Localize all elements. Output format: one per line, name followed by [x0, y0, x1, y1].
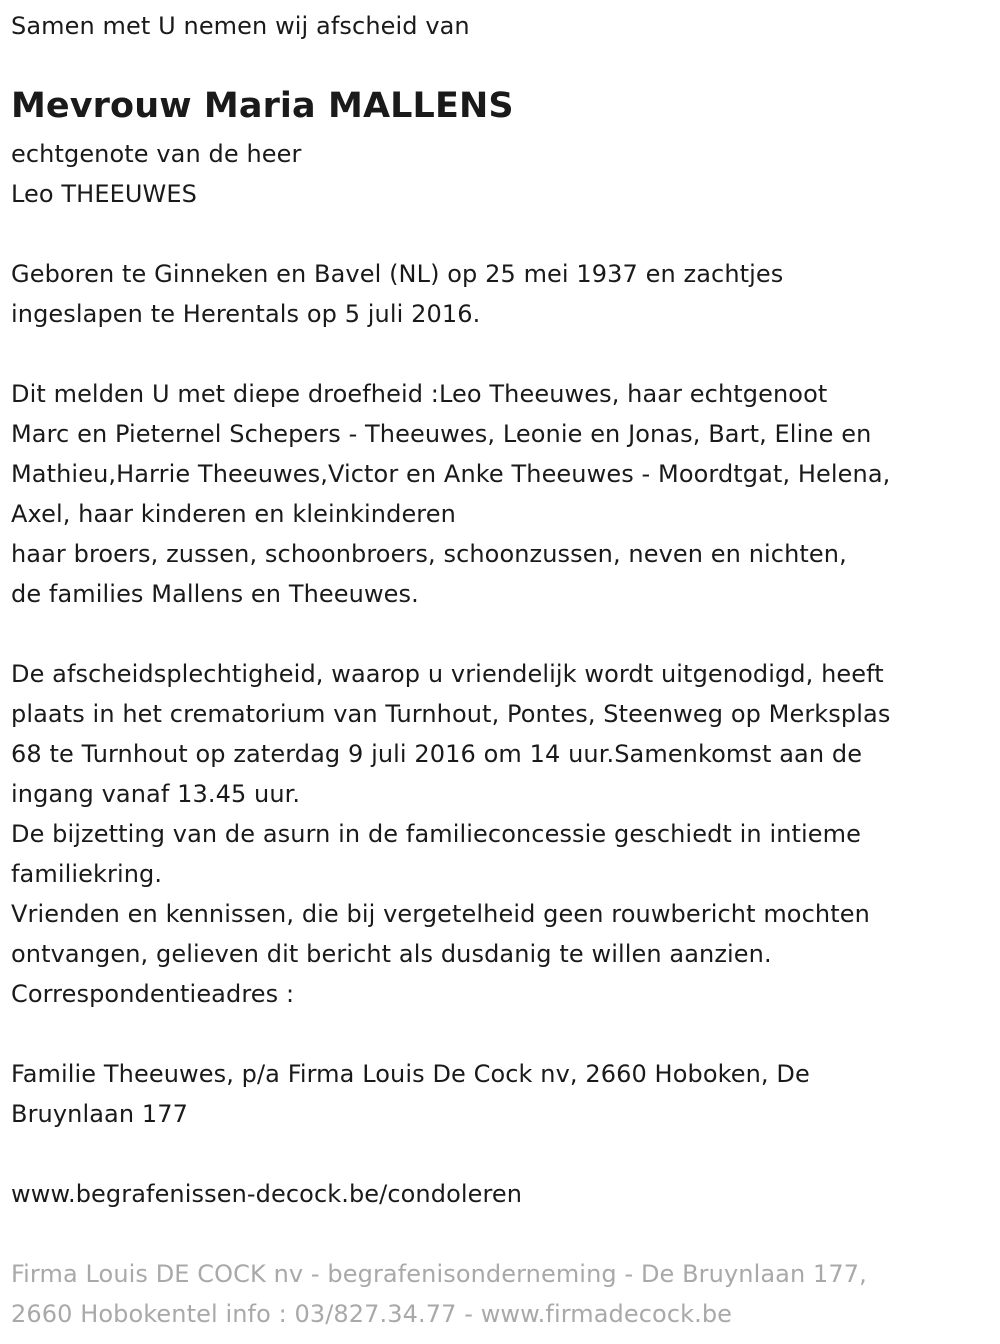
address-line: Familie Theeuwes, p/a Firma Louis De Cock nv, 2660 Hoboken, De: [11, 1060, 810, 1088]
ceremony-line: ingang vanaf 13.45 uur.: [11, 780, 301, 808]
ceremony-line: familiekring.: [11, 860, 163, 888]
ceremony-line: plaats in het crematorium van Turnhout, Pontes, Steenweg op Merksplas: [11, 700, 891, 728]
footer-line: 2660 Hobokentel info : 03/827.34.77 - www.firmadecock.be: [11, 1300, 733, 1328]
announcement-line: Axel, haar kinderen en kleinkinderen: [11, 500, 456, 528]
ceremony-line: De bijzetting van de asurn in de familieconcessie geschiedt in intieme: [11, 820, 862, 848]
ceremony-line: 68 te Turnhout op zaterdag 9 juli 2016 om 14 uur.Samenkomst aan de: [11, 740, 863, 768]
spouse-name: Leo THEEUWES: [11, 180, 197, 208]
intro-text: Samen met U nemen wij afscheid van: [11, 12, 470, 40]
announcement-line: Marc en Pieternel Schepers - Theeuwes, Leonie en Jonas, Bart, Eline en: [11, 420, 872, 448]
announcement-line: Dit melden U met diepe droefheid :Leo Theeuwes, haar echtgenoot: [11, 380, 828, 408]
ceremony-line: De afscheidsplechtigheid, waarop u vriendelijk wordt uitgenodigd, heeft: [11, 660, 884, 688]
announcement-line: Mathieu,Harrie Theeuwes,Victor en Anke Theeuwes - Moordtgat, Helena,: [11, 460, 891, 488]
condolence-url: www.begrafenissen-decock.be/condoleren: [11, 1180, 523, 1208]
correspondence-label: Correspondentieadres :: [11, 980, 295, 1008]
announcement-line: de families Mallens en Theeuwes.: [11, 580, 419, 608]
ceremony-line: Vrienden en kennissen, die bij vergetelheid geen rouwbericht mochten: [11, 900, 870, 928]
address-line: Bruynlaan 177: [11, 1100, 188, 1128]
deceased-name: Mevrouw Maria MALLENS: [11, 86, 514, 126]
ceremony-line: ontvangen, gelieven dit bericht als dusdanig te willen aanzien.: [11, 940, 772, 968]
announcement-line: haar broers, zussen, schoonbroers, schoonzussen, neven en nichten,: [11, 540, 847, 568]
birth-death-line: ingeslapen te Herentals op 5 juli 2016.: [11, 300, 481, 328]
birth-death-line: Geboren te Ginneken en Bavel (NL) op 25 mei 1937 en zachtjes: [11, 260, 784, 288]
footer-line: Firma Louis DE COCK nv - begrafenisonderneming - De Bruynlaan 177,: [11, 1260, 867, 1288]
spouse-line: echtgenote van de heer: [11, 140, 302, 168]
